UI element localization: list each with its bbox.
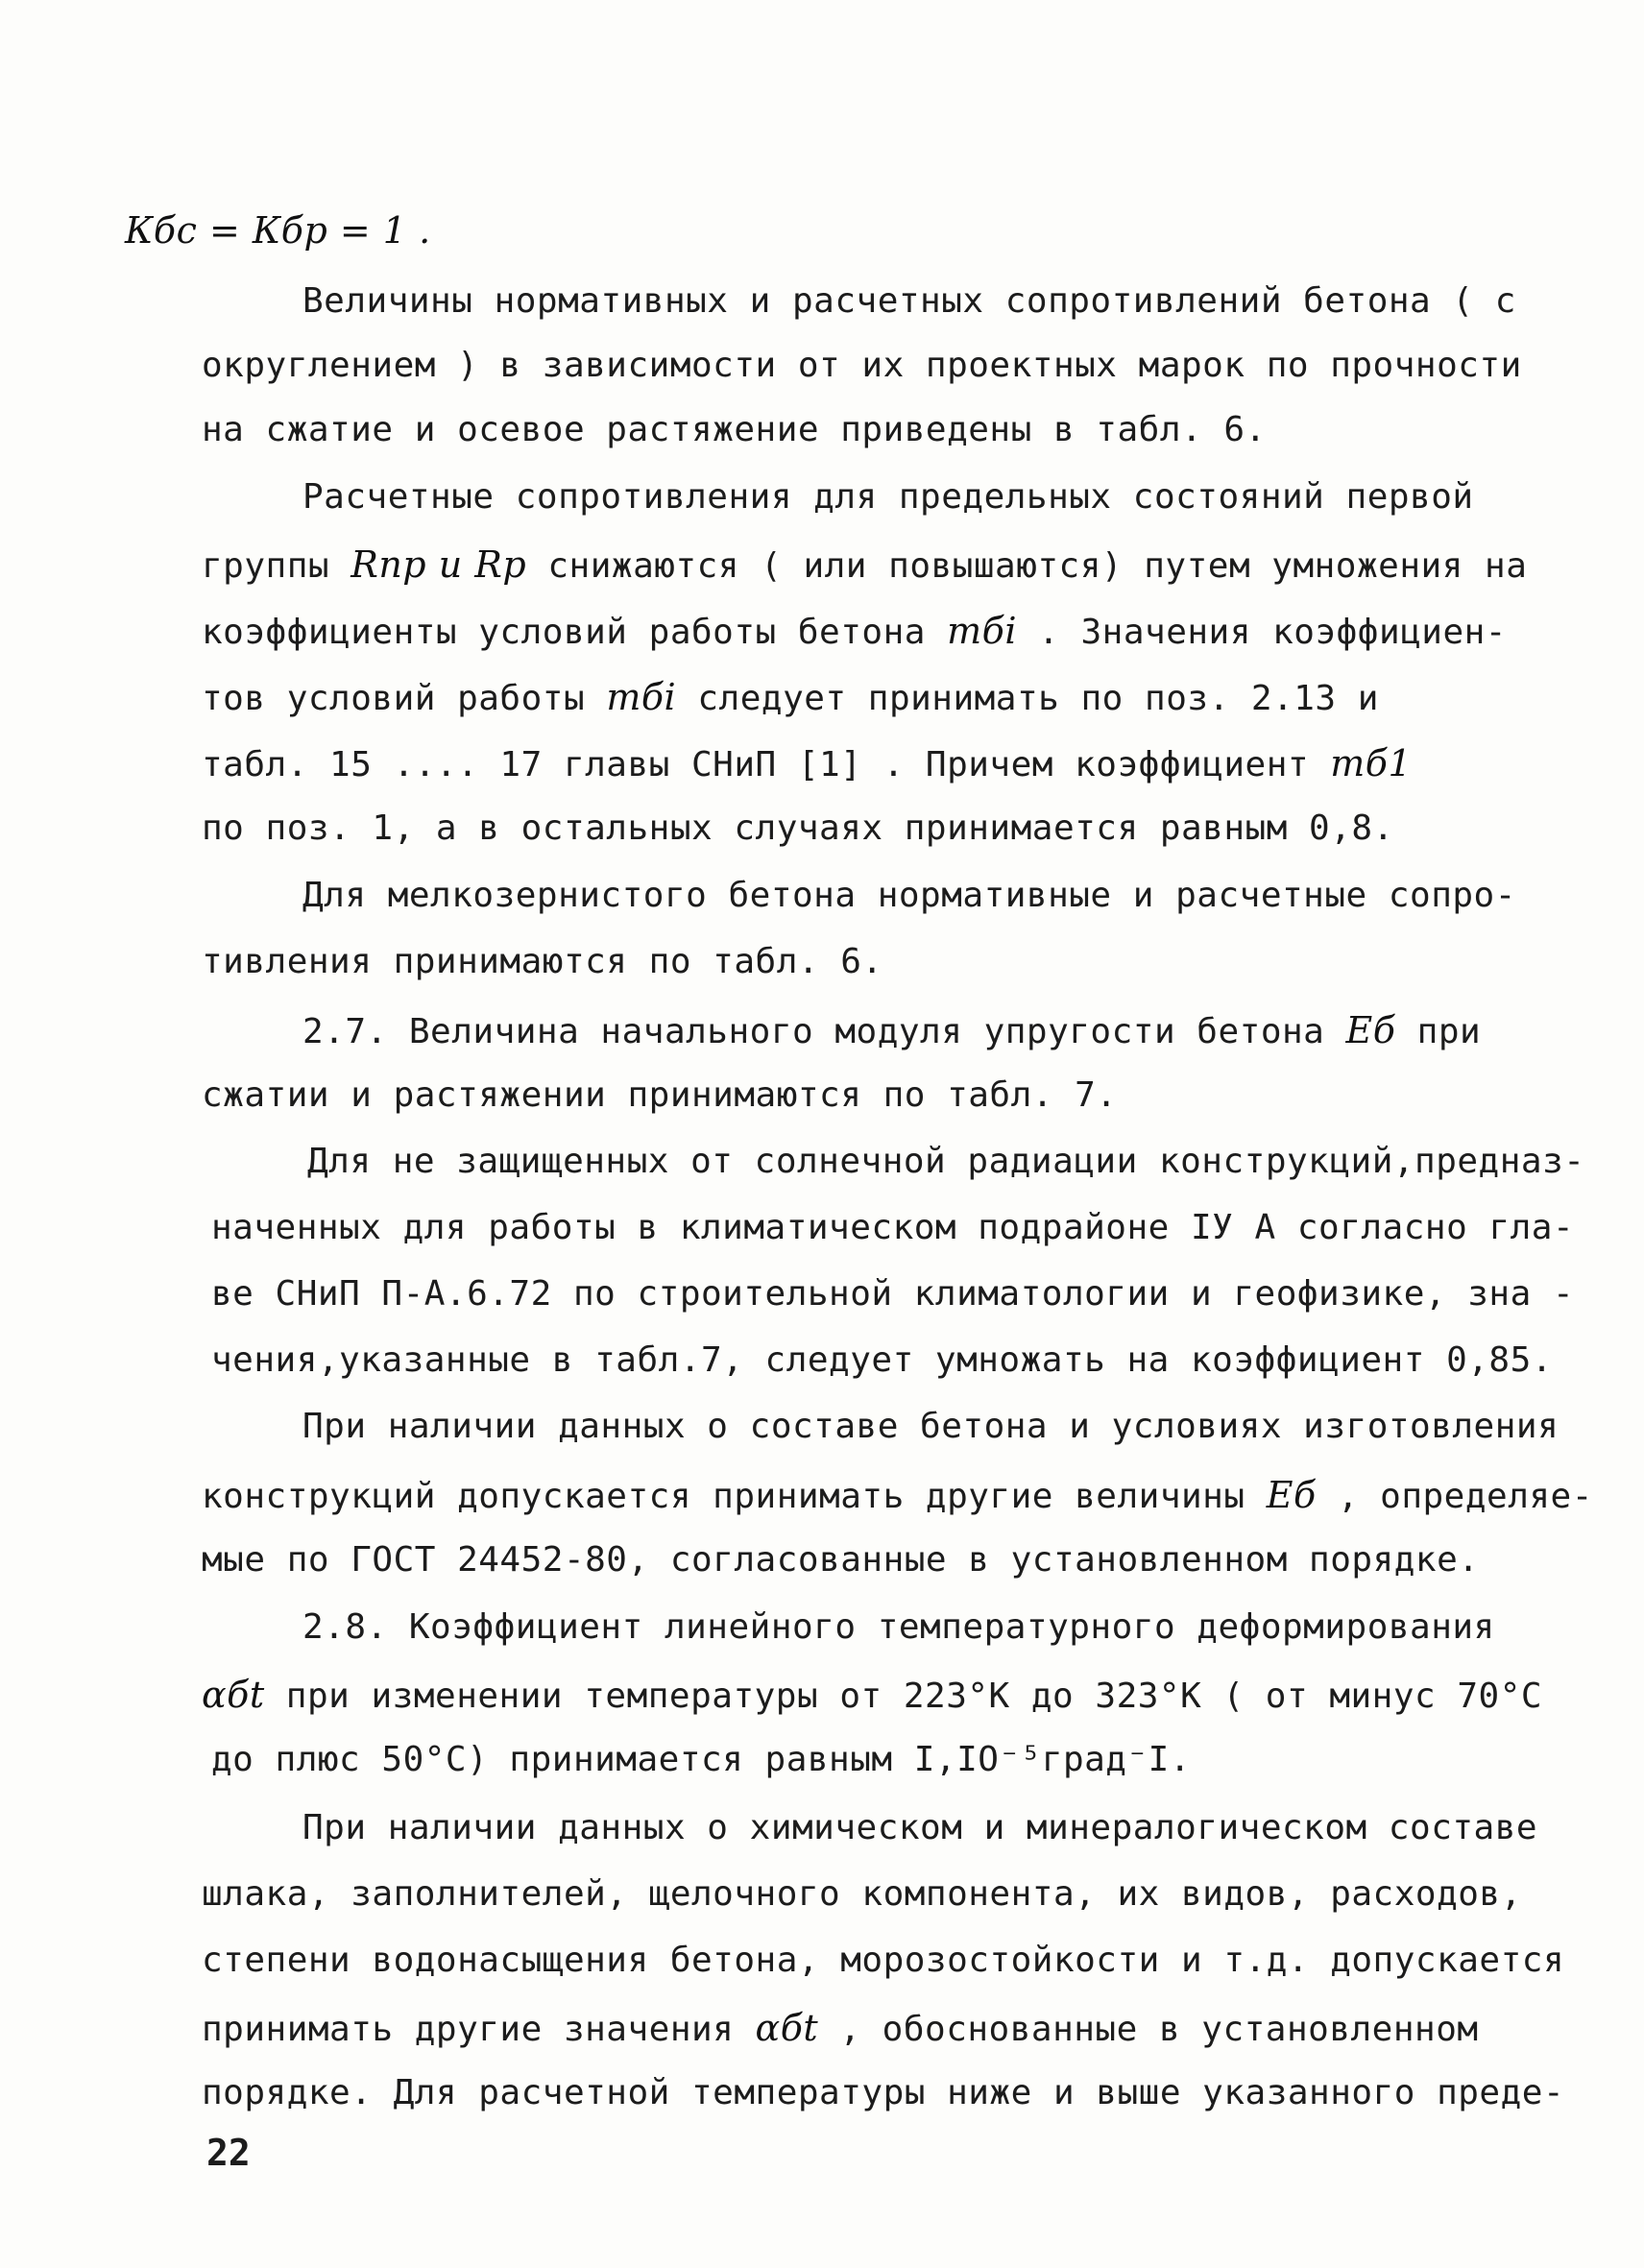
- text-line: сжатии и растяжении принимаются по табл. 7.: [202, 1075, 1118, 1115]
- text-line: наченных для работы в климатическом подрайоне IУ А согласно гла-: [211, 1208, 1575, 1247]
- text-line: [202, 1474, 1593, 1516]
- symbol: Rпр и Rр: [351, 543, 527, 586]
- text-line: мые по ГОСТ 24452-80, согласованные в установленном порядке.: [202, 1540, 1480, 1580]
- text-fragment: . Значения коэффициен-: [1016, 613, 1507, 652]
- text-line: [202, 543, 1527, 586]
- text-fragment: следует принимать по поз. 2.13 и: [676, 679, 1379, 718]
- symbol: αбt: [202, 1674, 265, 1716]
- text-fragment: табл. 15 .... 17 главы СНиП [1] . Причем коэффициент: [202, 745, 1331, 784]
- text-line: При наличии данных о составе бетона и условиях изготовления: [302, 1407, 1559, 1446]
- text-fragment: , обоснованные в установленном: [818, 2010, 1479, 2049]
- symbol: Eб: [1266, 1474, 1317, 1516]
- text-line: на сжатие и осевое растяжение приведены в табл. 6.: [202, 410, 1267, 449]
- text-line: Для мелкозернистого бетона нормативные и расчетные сопро-: [302, 876, 1516, 915]
- symbol: mб1: [1330, 742, 1413, 784]
- text-line: При наличии данных о химическом и минералогическом составе: [302, 1808, 1538, 1847]
- text-line: [202, 676, 1379, 718]
- text-fragment: группы: [202, 546, 351, 586]
- text-line: [302, 1009, 1481, 1051]
- symbol: mбi: [606, 676, 677, 718]
- text-line: Расчетные сопротивления для предельных состояний первой: [302, 477, 1474, 517]
- header-formula: Кбс = Кбр = 1 .: [125, 209, 431, 252]
- text-fragment: принимать другие значения: [202, 2010, 756, 2049]
- text-fragment: тов условий работы: [202, 679, 607, 718]
- text-line: [202, 2007, 1479, 2049]
- symbol: mбi: [947, 610, 1017, 652]
- text-fragment: коэффициенты условий работы бетона: [202, 613, 948, 652]
- text-line: 2.8. Коэффициент линейного температурного деформирования: [302, 1607, 1495, 1647]
- text-fragment: снижаются ( или повышаются) путем умножения на: [526, 546, 1528, 586]
- text-line: Для не защищенных от солнечной радиации конструкций,предназ-: [307, 1142, 1585, 1181]
- symbol: αбt: [755, 2007, 819, 2049]
- text-line: до плюс 50°С) принимается равным I,IO⁻⁵град⁻I.: [211, 1740, 1191, 1779]
- text-line: Величины нормативных и расчетных сопротивлений бетона ( с: [302, 281, 1516, 321]
- text-line: степени водонасыщения бетона, морозостойкости и т.д. допускается: [202, 1941, 1565, 1980]
- text-line: по поз. 1, а в остальных случаях принимается равным 0,8.: [202, 808, 1394, 848]
- text-fragment: при изменении температуры от 223°К до 323°К ( от минус 70°С: [264, 1677, 1543, 1716]
- text-line: [202, 1674, 1542, 1716]
- text-line: чения,указанные в табл.7, следует умножать на коэффициент 0,85.: [211, 1340, 1553, 1380]
- text-fragment: , определяе-: [1316, 1477, 1593, 1516]
- symbol: Eб: [1345, 1009, 1396, 1051]
- text-line: [202, 742, 1412, 784]
- text-line: порядке. Для расчетной температуры ниже и выше указанного преде-: [202, 2073, 1565, 2112]
- text-line: тивления принимаются по табл. 6.: [202, 942, 883, 981]
- text-line: шлака, заполнителей, щелочного компонента, их видов, расходов,: [202, 1874, 1522, 1914]
- text-line: [202, 610, 1507, 652]
- page-number: 22: [206, 2132, 251, 2174]
- text-fragment: 2.7. Величина начального модуля упругости бетона: [302, 1012, 1346, 1051]
- text-line: округлением ) в зависимости от их проектных марок по прочности: [202, 346, 1522, 385]
- text-fragment: при: [1395, 1012, 1482, 1051]
- text-line: ве СНиП П-А.6.72 по строительной климатологии и геофизике, зна -: [211, 1274, 1575, 1314]
- text-fragment: конструкций допускается принимать другие величины: [202, 1477, 1267, 1516]
